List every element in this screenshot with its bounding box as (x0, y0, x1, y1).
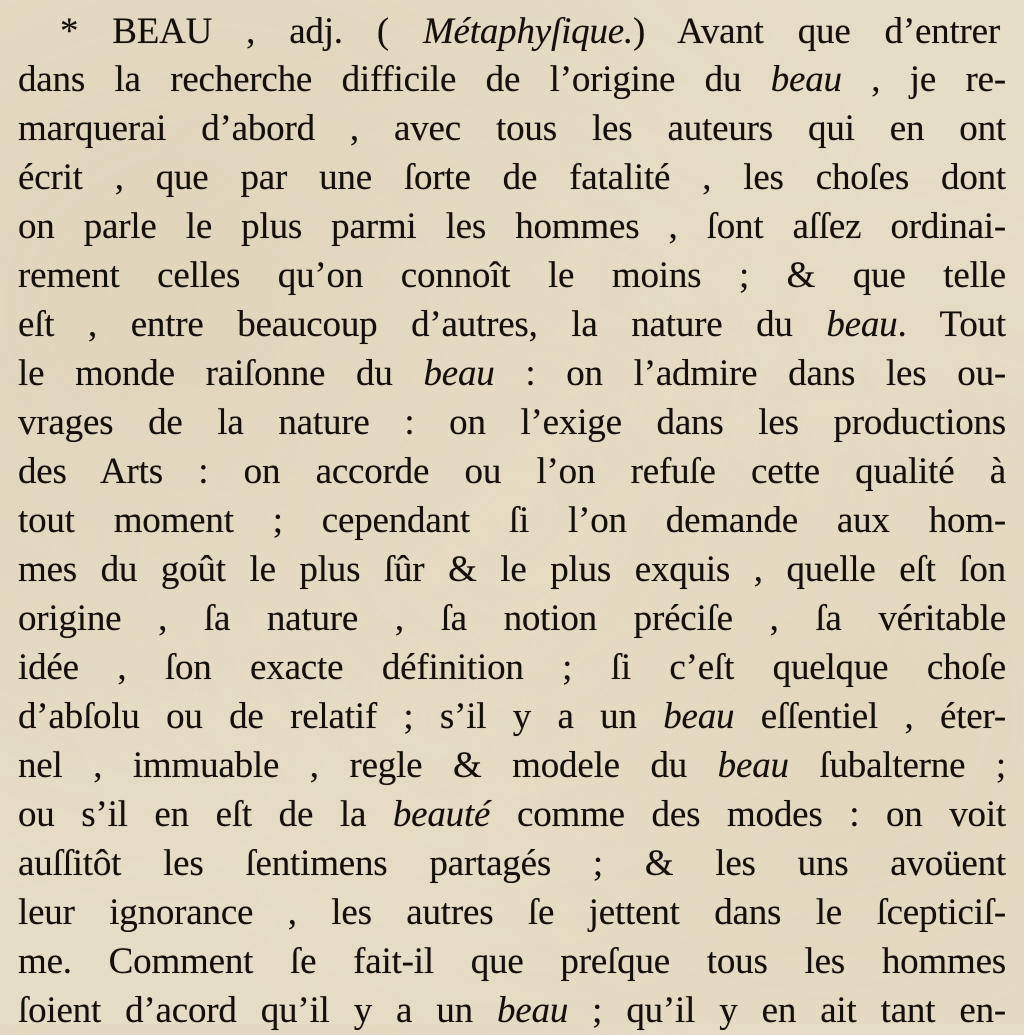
italic-term: beau (663, 696, 735, 737)
text-line (18, 791, 1006, 839)
text-segment: nel , immuable , regle & modele du (18, 745, 718, 786)
text-line (18, 742, 1006, 790)
italic-term: beau (770, 59, 842, 100)
text-line (18, 546, 1006, 594)
text-segment: , je re- (841, 59, 1006, 100)
text-segment: marquerai d’abord , avec tous les auteurs qui en ont (18, 108, 1006, 149)
text-segment: rement celles qu’on connoît le moins ; & que telle (18, 255, 1006, 296)
text-segment: vrages de la nature : on l’exige dans les productions (18, 402, 1006, 443)
italic-category: Métaphyſique. (422, 11, 634, 52)
italic-term: beauté (392, 794, 491, 835)
text-segment: mes du goût le plus ſûr & le plus exquis , quelle eſt ſon (18, 549, 1006, 590)
text-segment: ) Avant que d’entrer (633, 11, 1001, 52)
text-line (18, 448, 1006, 496)
text-segment: tout moment ; cependant ſi l’on demande aux hom- (18, 500, 1006, 541)
text-segment: on parle le plus parmi les hommes , ſont aſſez ordinai- (18, 206, 1006, 247)
text-segment: des Arts : on accorde ou l’on refuſe cette qualité à (18, 451, 1006, 492)
text-segment: d’abſolu ou de relatif ; s’il y a un (18, 696, 664, 737)
text-line (60, 8, 1000, 56)
italic-term: beau (826, 304, 898, 345)
text-line (18, 644, 1006, 692)
text-segment: le monde raiſonne du (18, 353, 424, 394)
text-line (18, 56, 1006, 104)
text-segment: écrit , que par une ſorte de fatalité , les choſes dont (18, 157, 1006, 198)
text-line (18, 693, 1006, 741)
text-segment: origine , ſa nature , ſa notion préciſe , ſa véritable (18, 598, 1006, 639)
text-line (18, 399, 1006, 447)
text-line (18, 350, 1006, 398)
text-segment: * BEAU , adj. ( (60, 11, 423, 52)
text-segment: leur ignorance , les autres ſe jettent dans le ſcepticiſ- (18, 892, 1006, 933)
text-segment: eſt , entre beaucoup d’autres, la nature du (18, 304, 827, 345)
text-line (18, 105, 1006, 153)
text-segment: idée , ſon exacte définition ; ſi c’eſt quelque choſe (18, 647, 1006, 688)
text-segment: ou s’il en eſt de la (18, 794, 393, 835)
text-segment: dans la recherche difficile de l’origine du (18, 59, 771, 100)
text-line (18, 252, 1006, 300)
text-segment: comme des modes : on voit (490, 794, 1007, 835)
text-segment: ; qu’il y en ait tant en- (568, 990, 1007, 1031)
text-line (18, 840, 1006, 888)
text-segment: me. Comment ſe fait-il que preſque tous les hommes (18, 941, 1006, 982)
text-line (18, 154, 1006, 202)
text-line (18, 889, 1006, 937)
text-segment: ſubalterne ; (788, 745, 1006, 786)
text-segment: . Tout (897, 304, 1006, 345)
text-segment: eſſentiel , éter- (734, 696, 1007, 737)
text-segment: : on l’admire dans les ou- (494, 353, 1007, 394)
italic-term: beau (423, 353, 495, 394)
text-segment: ſoient d’acord qu’il y a un (18, 990, 497, 1031)
text-line (18, 203, 1006, 251)
text-segment: auſſitôt les ſentimens partagés ; & les uns avoüent (18, 843, 1006, 884)
text-line (18, 938, 1006, 986)
text-line (18, 497, 1006, 545)
text-line (18, 595, 1006, 643)
italic-term: beau (717, 745, 789, 786)
text-line (18, 301, 1006, 349)
italic-term: beau (497, 990, 569, 1031)
text-line (18, 987, 1006, 1035)
